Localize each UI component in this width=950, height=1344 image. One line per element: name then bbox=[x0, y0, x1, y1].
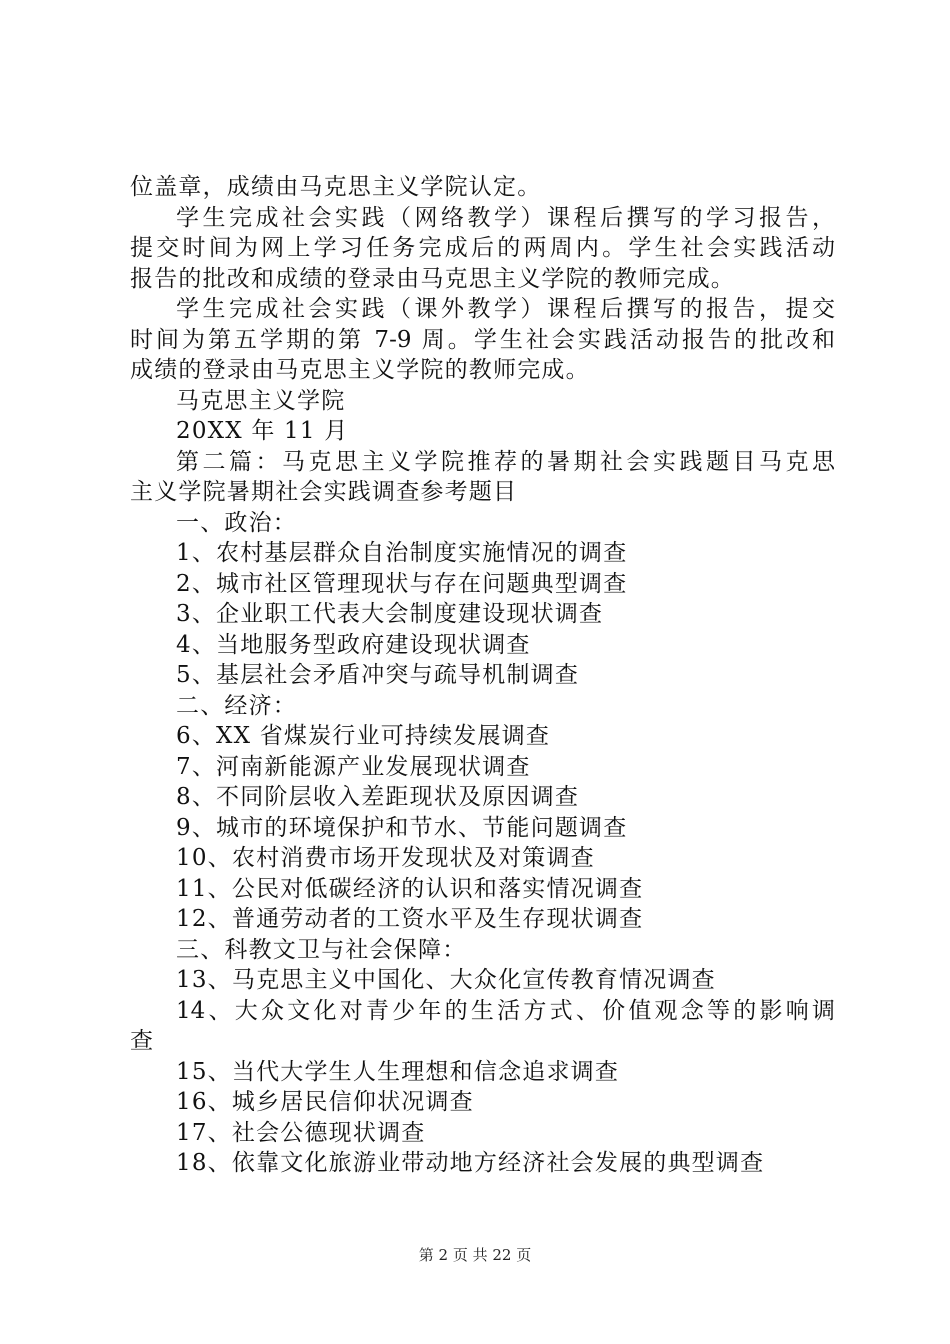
text-line: 1、农村基层群众自治制度实施情况的调查 bbox=[176, 540, 628, 566]
text-line: 主义学院暑期社会实践调查参考题目 bbox=[130, 479, 518, 505]
text-line: 一、政治： bbox=[176, 509, 297, 536]
text-line: 11、公民对低碳经济的认识和落实情况调查 bbox=[176, 875, 644, 902]
text-line: 20XX 年 11 月 bbox=[176, 418, 349, 444]
text-line: 学生完成社会实践（网络教学）课程后撰写的学习报告， bbox=[176, 204, 835, 231]
text-line: 提交时间为网上学习任务完成后的两周内。学生社会实践活动 bbox=[130, 235, 835, 261]
text-line: 5、基层社会矛盾冲突与疏导机制调查 bbox=[176, 662, 580, 688]
text-line: 17、社会公德现状调查 bbox=[176, 1119, 426, 1146]
text-line: 8、不同阶层收入差距现状及原因调查 bbox=[176, 784, 580, 810]
text-line: 时间为第五学期的第 7-9 周。学生社会实践活动报告的批改和 bbox=[130, 326, 835, 353]
text-line: 4、当地服务型政府建设现状调查 bbox=[176, 631, 531, 658]
text-line: 14、大众文化对青少年的生活方式、价值观念等的影响调 bbox=[176, 997, 835, 1024]
text-line: 12、普通劳动者的工资水平及生存现状调查 bbox=[176, 906, 644, 932]
text-line: 15、当代大学生人生理想和信念追求调查 bbox=[176, 1058, 620, 1085]
text-line: 16、城乡居民信仰状况调查 bbox=[176, 1089, 474, 1115]
text-line: 7、河南新能源产业发展现状调查 bbox=[176, 753, 531, 780]
text-line: 二、经济： bbox=[176, 692, 297, 719]
text-line: 3、企业职工代表大会制度建设现状调查 bbox=[176, 601, 604, 627]
text-line: 6、XX 省煤炭行业可持续发展调查 bbox=[176, 723, 551, 749]
text-line: 成绩的登录由马克思主义学院的教师完成。 bbox=[130, 357, 590, 383]
text-line: 报告的批改和成绩的登录由马克思主义学院的教师完成。 bbox=[130, 265, 735, 292]
text-line: 位盖章，成绩由马克思主义学院认定。 bbox=[130, 174, 542, 200]
text-line: 学生完成社会实践（课外教学）课程后撰写的报告，提交 bbox=[176, 296, 835, 322]
text-line: 13、马克思主义中国化、大众化宣传教育情况调查 bbox=[176, 967, 716, 993]
text-line: 马克思主义学院 bbox=[176, 387, 346, 414]
page-footer: 第 2 页 共 22 页 bbox=[418, 1246, 532, 1264]
text-line: 10、农村消费市场开发现状及对策调查 bbox=[176, 845, 595, 871]
document-body bbox=[130, 172, 835, 1179]
text-line: 18、依靠文化旅游业带动地方经济社会发展的典型调查 bbox=[176, 1150, 765, 1176]
text-line: 查 bbox=[130, 1028, 155, 1054]
text-line: 三、科教文卫与社会保障： bbox=[176, 936, 467, 963]
text-line: 第二篇：马克思主义学院推荐的暑期社会实践题目马克思 bbox=[176, 448, 835, 475]
text-line: 2、城市社区管理现状与存在问题典型调查 bbox=[176, 570, 628, 597]
text-line: 9、城市的环境保护和节水、节能问题调查 bbox=[176, 814, 628, 841]
